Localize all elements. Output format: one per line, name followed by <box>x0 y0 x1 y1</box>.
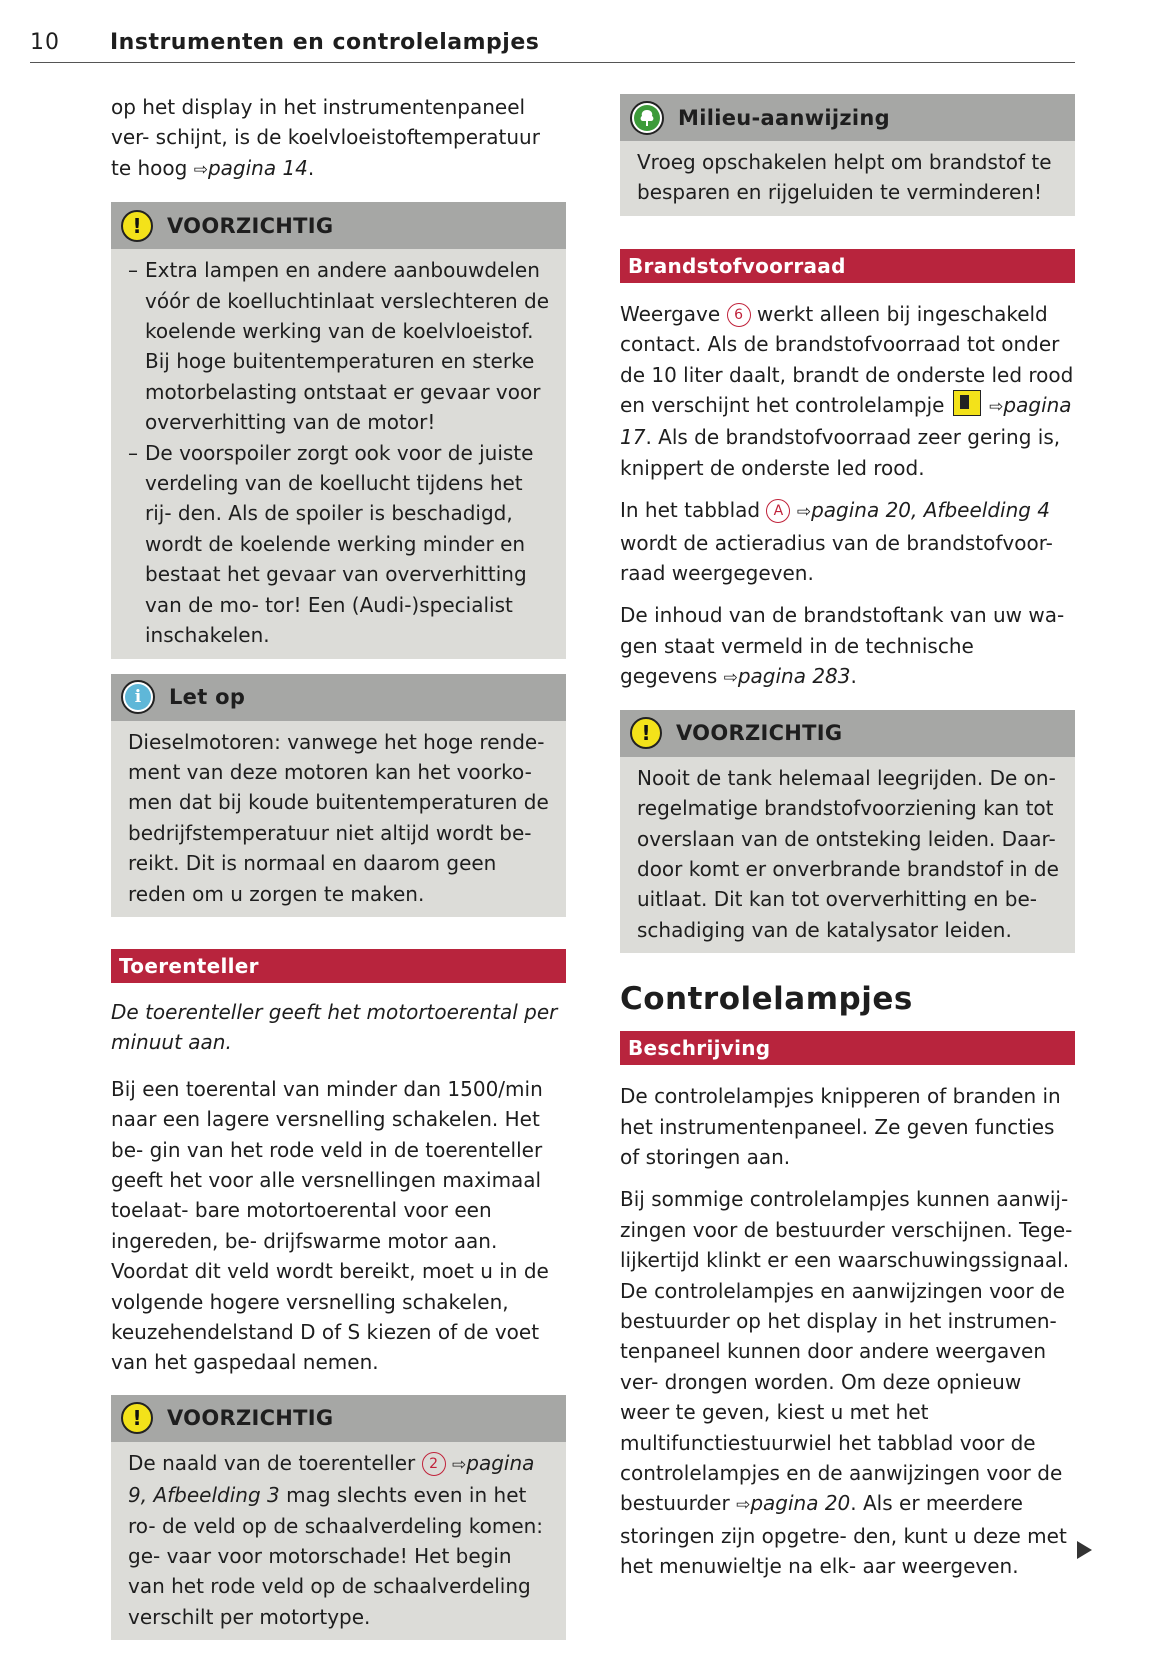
caution-title: VOORZICHTIG <box>676 721 843 746</box>
page-reference-link[interactable]: pagina 283 <box>737 664 851 689</box>
arrow-icon: ⇨ <box>989 397 1004 418</box>
warning-icon: ! <box>121 1402 153 1434</box>
page-reference-link[interactable]: pagina 9, Afbeelding 3 <box>128 1450 535 1508</box>
page-reference-link[interactable]: pagina 20, Afbeelding 4 <box>811 498 1051 523</box>
caution-item: – De voorspoiler zorgt ook voor de juiste verdeling van de koellucht tijdens het rij- den. Als de spoiler is beschadigd, wordt de koelende werking minder en bestaat het gevaar van oververhitting van de mo- tor! Een (Audi-)specialist inschakelen. <box>128 438 550 651</box>
callout-marker: A <box>766 499 790 523</box>
caution-title: VOORZICHTIG <box>167 213 334 238</box>
note-header <box>111 674 566 721</box>
note-text: Dieselmotoren: vanwege het hoge rende- ment van deze motoren kan het voorko- men dat bij koude buitentemperaturen de bedrijfstemperatuur niet altijd wordt be- reikt. Dit is normaal en daarom geen reden om u zorgen te maken. <box>128 729 549 906</box>
section-title-beschrijving: Beschrijving <box>620 1031 1075 1065</box>
warning-icon: ! <box>121 210 153 242</box>
chapter-title: Instrumenten en controlelampjes <box>110 30 540 55</box>
note-title: Let op <box>169 685 246 709</box>
page-reference-link[interactable]: pagina 20 <box>750 1491 851 1516</box>
page-header <box>30 28 1075 63</box>
page-reference-link[interactable]: pagina 14 <box>207 155 308 180</box>
caution-text: Nooit de tank helemaal leegrijden. De on- regelmatige brandstofvoorziening kan tot overslaan van de ontsteking leiden. Daar- door komt er onverbrande brandstof in de uitlaat. Dit kan tot oververhitting en be- schadiging van de katalysator leiden. <box>637 765 1059 942</box>
caution-header <box>111 1395 566 1442</box>
arrow-icon: ⇨ <box>723 668 738 689</box>
arrow-icon: ⇨ <box>796 502 812 523</box>
arrow-icon: ⇨ <box>193 159 208 180</box>
fuel-warning-icon <box>953 390 981 416</box>
fuel-paragraph-2: In het tabblad A ⇨pagina 20, Afbeelding 4 wordt de actieradius van de brandstofvoor- raad weergegeven. <box>620 498 1053 586</box>
caution-header <box>111 202 566 249</box>
left-column <box>111 92 566 1640</box>
note-body <box>111 721 566 917</box>
intro-paragraph: op het display in het instrumentenpaneel ver- schijnt, is de koelvloeistoftemperatuur te hoog ⇨pagina 14. <box>111 95 540 180</box>
section-title-toerenteller: Toerenteller <box>111 949 566 983</box>
caution-box-fuel <box>620 710 1075 953</box>
arrow-icon: ⇨ <box>452 1454 467 1475</box>
caution-body <box>111 249 566 658</box>
page-number: 10 <box>30 30 60 55</box>
right-column <box>620 92 1075 1582</box>
fuel-paragraph-1: Weergave 6 werkt alleen bij ingeschakeld contact. Als de brandstofvoorraad tot onder de 10 liter daalt, brandt de onderste led rood en verschijnt het controlelampje ⇨pagina 17. Als de brandstofvoorraad zeer gering is, knippert de onderste led rood. <box>620 301 1074 480</box>
caution-item: – Extra lampen en andere aanbouwdelen vóór de koelluchtinlaat verslechteren de koelende werking van de koelvloeistof. Bij hoge buitentemperaturen en sterke motorbelasting ontstaat er gevaar voor oververhitting van de motor! <box>128 255 550 437</box>
next-page-arrow-icon[interactable] <box>1077 1541 1092 1559</box>
description-paragraph-2: Bij sommige controlelampjes kunnen aanwij- zingen voor de bestuurder verschijnen. Tege- lijkertijd klinkt er een waarschuwingssignaal. De controlelampjes en aanwijzingen voor de bestuurder op het display in het instrumen- tenpaneel kunnen door andere weergaven ver- drongen worden. Om deze opnieuw weer te geven, kiest u met het multifunctiestuurwiel het tabblad voor de controlelampjes en de aanwijzingen voor de bestuurder ⇨pagina 20. Als er meerdere storingen zijn opgetre- den, kunt u deze met het menuwieltje na elk- aar weergeven. <box>620 1187 1073 1579</box>
note-box <box>111 674 566 917</box>
caution-body <box>620 757 1075 953</box>
environment-title: Milieu-aanwijzing <box>678 105 890 130</box>
caution-title: VOORZICHTIG <box>167 1406 334 1431</box>
section-body: Bij een toerental van minder dan 1500/min naar een lagere versnelling schakelen. Het be- gin van het rode veld in de toerenteller geeft het voor alle versnellingen maximaal toelaat- bare motortoerental voor een ingereden, be- drijfswarme motor aan. Voordat dit veld wordt bereikt, moet u in de volgende hogere versnelling schakelen, keuzehendelstand D of S kiezen of de voet van het gaspedaal nemen. <box>111 1076 549 1375</box>
tree-icon <box>630 101 664 135</box>
caution-box-cooling <box>111 202 566 658</box>
callout-marker: 2 <box>422 1452 446 1476</box>
caution-box-tachometer <box>111 1395 566 1640</box>
info-icon: i <box>121 680 155 714</box>
warning-icon: ! <box>630 717 662 749</box>
arrow-icon: ⇨ <box>736 1495 751 1516</box>
environment-text: Vroeg opschakelen helpt om brandstof te besparen en rijgeluiden te verminderen! <box>637 150 1052 205</box>
environment-note-box <box>620 94 1075 216</box>
environment-body <box>620 141 1075 216</box>
description-paragraph-1: De controlelampjes knipperen of branden in het instrumentenpaneel. Ze geven functies of storingen aan. <box>620 1084 1061 1169</box>
callout-marker: 6 <box>727 303 751 327</box>
caution-text: De naald van de toerenteller 2 ⇨pagina 9, Afbeelding 3 mag slechts even in het ro- de veld op de schaalverdeling komen: ge- vaar voor motorschade! Het begin van het rode veld op de schaalverdeling verschilt per motortype. <box>128 1450 544 1629</box>
caution-body <box>111 1442 566 1640</box>
caution-header <box>620 710 1075 757</box>
page-reference-link[interactable]: pagina 17 <box>620 393 1072 450</box>
chapter-heading-controlelampjes: Controlelampjes <box>620 981 913 1018</box>
section-lead: De toerenteller geeft het motortoerental per minuut aan. <box>111 999 558 1055</box>
fuel-paragraph-3: De inhoud van de brandstoftank van uw wa- gen staat vermeld in de technische gegevens ⇨pagina 283. <box>620 603 1065 689</box>
environment-header <box>620 94 1075 141</box>
section-title-brandstofvoorraad: Brandstofvoorraad <box>620 249 1075 283</box>
